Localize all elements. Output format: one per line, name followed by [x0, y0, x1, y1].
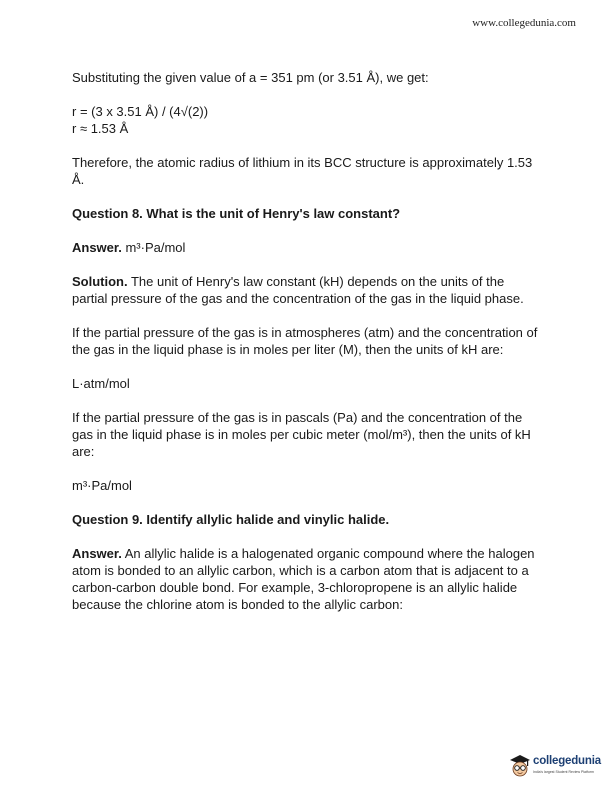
logo-wordmark: collegedunia — [533, 755, 601, 767]
substitution-line: Substituting the given value of a = 351 pm (or 3.51 Å), we get: — [72, 70, 429, 85]
solution-text: The unit of Henry's law constant (kH) depends on the units of the partial pressure of the gas and the concentration of the gas in the liquid phase. — [72, 274, 524, 306]
logo-tagline: India's largest Student Review Platform — [533, 770, 594, 774]
pa-unit: m³·Pa/mol — [72, 478, 132, 493]
question-8-answer — [72, 239, 542, 256]
answer-text: An allylic halide is a halogenated organic compound where the halogen atom is bonded to an allylic carbon, which is a carbon atom that is adjacent to a carbon-carbon double bond. For example, 3-chloropropene is an allylic halide because the chlorine atom is bonded to the allylic carbon: — [72, 546, 535, 612]
atm-paragraph: If the partial pressure of the gas is in atmospheres (atm) and the concentration of the gas in the liquid phase is in moles per liter (M), then the units of kH are: — [72, 325, 538, 357]
question-9-answer — [72, 545, 542, 613]
answer-label: Answer. — [72, 546, 122, 561]
question-8-solution — [72, 273, 542, 307]
answer-text: m³·Pa/mol — [121, 240, 186, 255]
answer-label: Answer. — [72, 240, 122, 255]
result-line: r ≈ 1.53 Å — [72, 121, 129, 136]
solution-label: Solution. — [72, 274, 128, 289]
equation-line: r = (3 x 3.51 Å) / (4√(2)) — [72, 104, 209, 119]
pa-paragraph: If the partial pressure of the gas is in pascals (Pa) and the concentration of the gas in the liquid phase is in moles per cubic meter (mol/m³), then the units of kH are: — [72, 410, 531, 459]
question-9-heading: Question 9. Identify allylic halide and vinylic halide. — [72, 512, 390, 527]
atm-unit: L·atm/mol — [72, 376, 130, 391]
collegedunia-logo — [508, 752, 608, 782]
document-body — [72, 69, 542, 630]
question-8-heading: Question 8. What is the unit of Henry's law constant? — [72, 206, 401, 221]
conclusion-paragraph: Therefore, the atomic radius of lithium in its BCC structure is approximately 1.53 Å. — [72, 155, 533, 187]
graduate-mascot-icon — [508, 752, 532, 780]
site-url: www.collegedunia.com — [472, 17, 576, 29]
